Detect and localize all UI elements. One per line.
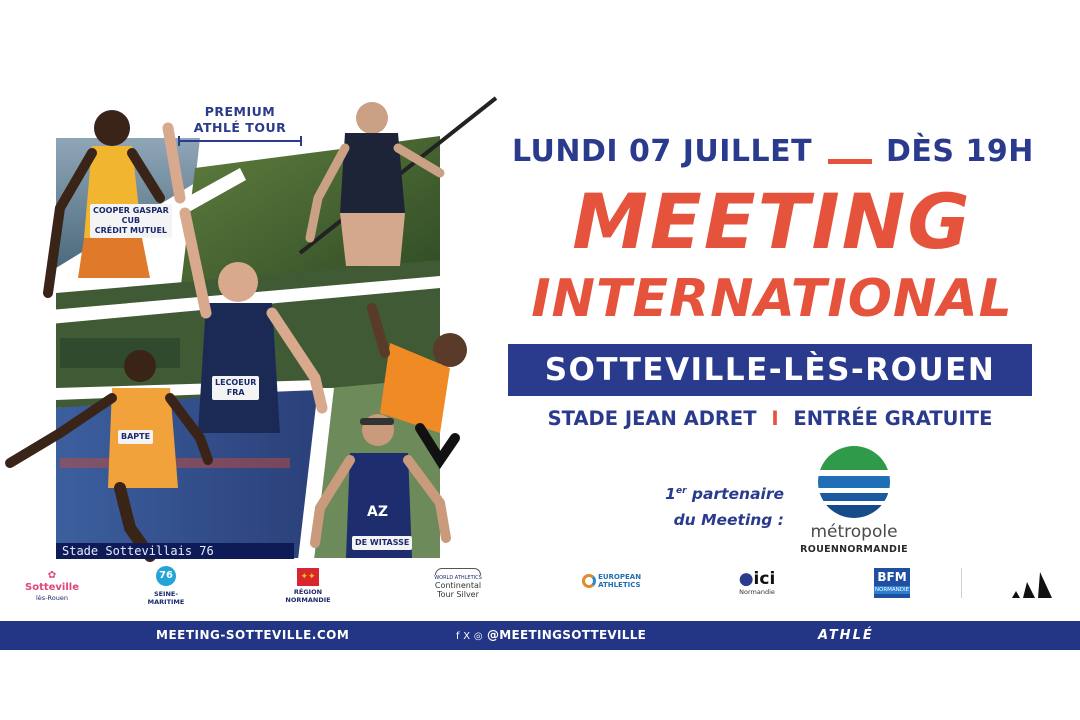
ici-name: ici (753, 569, 776, 589)
bib-country: CUB (121, 216, 141, 225)
footer-band (0, 621, 1080, 650)
partner-word: partenaire (686, 485, 784, 504)
european-athletics-name: EUROPEAN ATHLETICS (598, 573, 642, 589)
event-time: DÈS 19H (886, 134, 1034, 169)
bib-name: DE WITASSE (355, 538, 410, 547)
partner-label (604, 478, 784, 533)
sponsor-seine-maritime (138, 566, 194, 606)
sponsor-ici-normandie (732, 570, 782, 596)
world-athletics-label: WORLD ATHLETICS (434, 575, 482, 581)
normandie-name: RÉGION NORMANDIE (285, 588, 331, 604)
event-date-line (512, 132, 1032, 172)
sponsor-continental-tour (424, 568, 492, 599)
partner-ordinal-suffix: er (675, 486, 687, 496)
bib-country: FRA (226, 388, 245, 397)
bib-name: LECOEUR (215, 378, 257, 387)
tour-silver-label: Tour Silver (437, 590, 479, 599)
title-meeting: MEETING (572, 177, 972, 266)
venue-name: STADE JEAN ADRET (547, 407, 757, 430)
entry-info: ENTRÉE GRATUITE (793, 407, 993, 430)
bib-az (364, 505, 391, 519)
sotteville-logo-icon: ✿ (47, 570, 57, 581)
bib-dewitasse (352, 536, 412, 550)
premium-underline (178, 140, 302, 142)
partner-ordinal: 1 (665, 485, 676, 504)
city-name: SOTTEVILLE-LÈS-ROUEN (544, 352, 996, 388)
venue-separator: I (771, 407, 779, 430)
social-handle[interactable]: @MEETINGSOTTEVILLE (486, 628, 647, 642)
sponsor-region-normandie (280, 568, 336, 604)
stadium-board: Stade Sottevillais 76 (56, 543, 294, 559)
sotteville-sub: lès-Rouen (36, 594, 68, 602)
seine-maritime-logo-icon: 76 (156, 566, 176, 586)
continental-label: Continental (434, 581, 482, 590)
sponsor-european-athletics (582, 573, 650, 589)
website-link[interactable]: MEETING-SOTTEVILLE.COM (156, 628, 350, 642)
athlete-photo-collage (0, 88, 510, 563)
bib-lecoeur (212, 376, 259, 400)
normandie-lions-icon: ✦✦ (297, 568, 319, 586)
premium-line-2: ATHLÉ TOUR (193, 120, 287, 135)
ici-logo (732, 570, 782, 588)
date-separator-dash (828, 159, 872, 164)
sponsor-bfm-normandie (874, 568, 910, 598)
bfm-sub: NORMANDIE (874, 587, 910, 593)
partner-label-line-2: du Meeting : (673, 511, 784, 530)
bib-name: COOPER GASPAR (93, 206, 169, 215)
adidas-logo-icon (1010, 570, 1058, 598)
sponsor-sotteville (24, 572, 80, 602)
ici-dot-icon: ● (738, 569, 754, 589)
bib-name: BAPTE (121, 432, 151, 441)
bib-name: AZ (367, 504, 388, 520)
seine-maritime-name: SEINE-MARITIME (147, 590, 185, 606)
social-links[interactable] (456, 621, 646, 651)
event-date: LUNDI 07 JUILLET (512, 134, 813, 169)
city-banner (508, 344, 1032, 396)
sponsor-divider (961, 568, 962, 598)
bib-sponsor: CRÉDIT MUTUEL (94, 226, 168, 235)
athle-brand: ATHLÉ (818, 628, 874, 643)
social-icons[interactable]: f X ◎ (456, 631, 483, 642)
premium-line-1: PREMIUM (204, 104, 276, 119)
european-athletics-logo-icon (582, 574, 596, 588)
venue-line (508, 404, 1032, 434)
metropole-name: métropole (810, 522, 898, 542)
bfm-name: BFM (877, 570, 907, 584)
premium-athle-tour-label (178, 104, 302, 142)
metropole-subtitle: ROUENNORMANDIE (800, 544, 908, 555)
sotteville-name: Sotteville (25, 582, 79, 593)
partner-label-line-1 (604, 478, 784, 507)
ici-sub: Normandie (739, 588, 775, 596)
continental-tour-arc-icon (435, 568, 481, 575)
bib-cooper-gaspar (90, 204, 172, 238)
title-international: INTERNATIONAL (531, 269, 1013, 329)
bib-bapte (118, 430, 153, 444)
